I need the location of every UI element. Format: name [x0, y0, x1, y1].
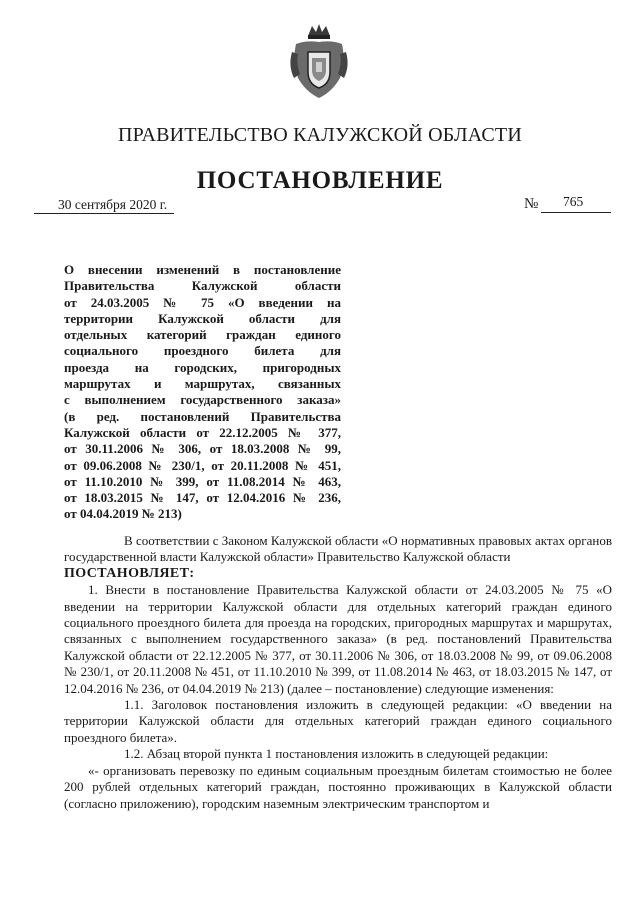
subject-line: Калужской области от 22.12.2005 № 377,	[64, 424, 341, 440]
subject-line: проезда на городских, пригородных	[64, 359, 341, 375]
subject-line: от 11.10.2010 № 399, от 11.08.2014 № 463,	[64, 473, 341, 489]
subject-line: от 24.03.2005 № 75 «О введении на	[64, 294, 341, 310]
subject-line: от 18.03.2015 № 147, от 12.04.2016 № 236,	[64, 490, 341, 506]
subject-line: маршрутах и маршрутах, связанных	[64, 376, 341, 392]
document-subject	[64, 262, 341, 523]
number-label: №	[524, 196, 539, 212]
preamble-paragraph: В соответствии с Законом Калужской области «О нормативных правовых актах органов государственной власти Калужской области» Правительство Калужской области	[64, 533, 612, 565]
document-type: ПОСТАНОВЛЕНИЕ	[196, 167, 444, 194]
quoted-text-paragraph: «- организовать перевозку по единым социальным проездным билетам стоимостью не более 200 рублей отдельных категорий граждан, постоянно проживающих в Калужской области (согласно приложению), городским наземным электрическим транспортом и	[64, 762, 612, 811]
subject-line: с выполнением государственного заказа»	[64, 392, 341, 408]
government-title: ПРАВИТЕЛЬСТВО КАЛУЖСКОЙ ОБЛАСТИ	[118, 124, 522, 146]
number-underline	[541, 212, 611, 213]
item-1-1-paragraph: 1.1. Заголовок постановления изложить в следующей редакции: «О введении на территории Калужской области для отдельных категорий граждан единого социального проездного билета».	[64, 697, 612, 745]
subject-line: от 30.11.2006 № 306, от 18.03.2008 № 99,	[64, 441, 341, 457]
subject-line: Правительства Калужской области	[64, 278, 341, 294]
subject-line: от 04.04.2019 № 213)	[64, 506, 182, 522]
item-1-paragraph: 1. Внести в постановление Правительства Калужской области от 24.03.2005 № 75 «О введении на территории Калужской области для отдельных категорий граждан единого социального проездного билета для проезда на городских, пригородных маршрутах и маршрутах, связанных с выполнением государственного заказа» (в ред. постановлений Правительства Калужской области от 22.12.2005 № 377, от 30.11.2006 № 306, от 18.03.2008 № 99, от 09.06.2008 № 230/1, от 20.11.2008 № 451, от 11.10.2010 № 399, от 11.08.2014 № 463, от 18.03.2015 № 147, от 12.04.2016 № 236, от 04.04.2019 № 213) (далее – постановление) следующие изменения:	[64, 582, 612, 696]
subject-line: О внесении изменений в постановление	[64, 262, 341, 277]
subject-line: отдельных категорий граждан единого	[64, 327, 341, 343]
subject-line: (в ред. постановлений Правительства	[64, 408, 341, 424]
subject-line: территории Калужской области для	[64, 310, 341, 326]
resolves-heading: ПОСТАНОВЛЯЕТ:	[64, 565, 195, 581]
item-1-2-paragraph: 1.2. Абзац второй пункта 1 постановления изложить в следующей редакции:	[124, 746, 549, 762]
document-date: 30 сентября 2020 г.	[34, 197, 174, 214]
subject-line: от 09.06.2008 № 230/1, от 20.11.2008 № 451,	[64, 457, 341, 473]
subject-line: социального проездного билета для	[64, 343, 341, 359]
document-number: 765	[563, 194, 584, 209]
coat-of-arms-icon	[288, 22, 350, 100]
document-body	[64, 533, 612, 812]
